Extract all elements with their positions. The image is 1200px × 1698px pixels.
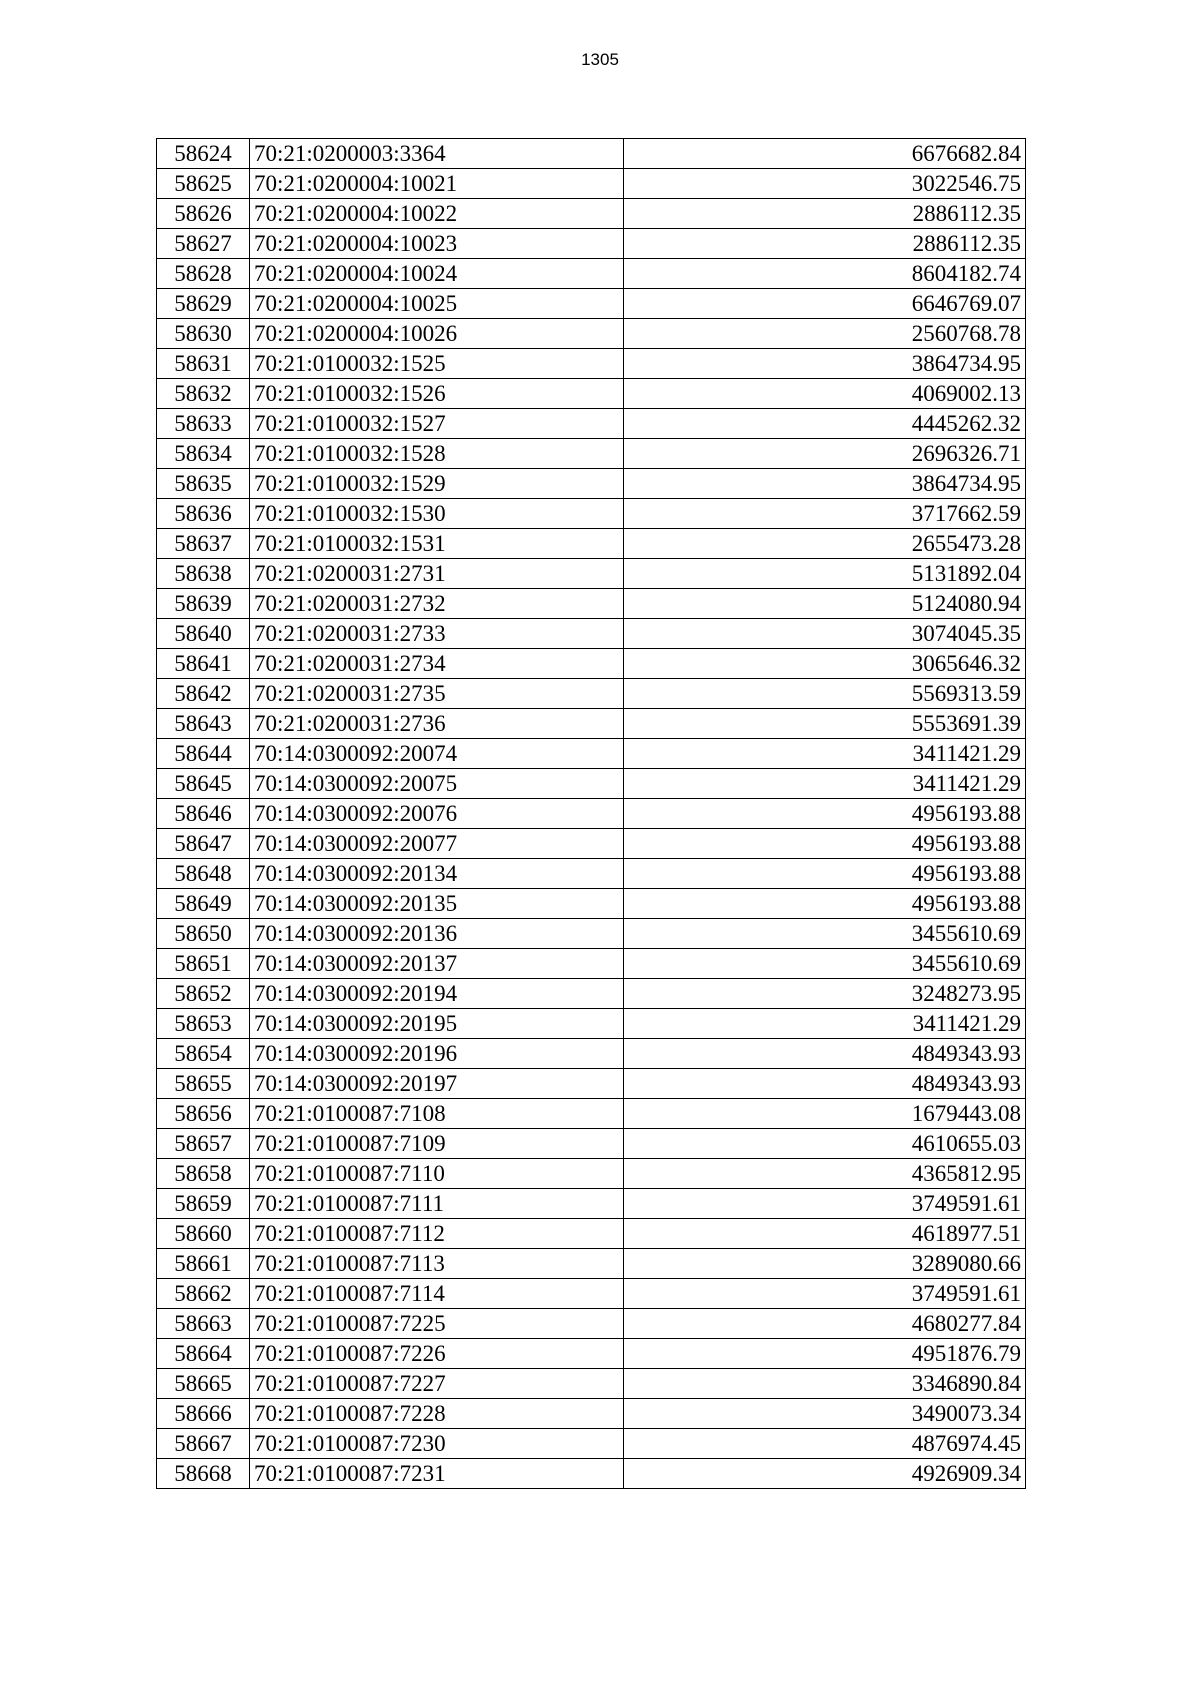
cadastral-value-cell: 3749591.61 — [624, 1189, 1026, 1219]
table-body — [157, 139, 1026, 1489]
row-number-cell: 58640 — [157, 619, 250, 649]
table-row — [157, 169, 1026, 199]
table-row — [157, 379, 1026, 409]
table-row — [157, 1069, 1026, 1099]
cadastral-number-cell: 70:21:0200031:2736 — [250, 709, 624, 739]
row-number-cell: 58646 — [157, 799, 250, 829]
cadastral-number-cell: 70:14:0300092:20135 — [250, 889, 624, 919]
table-row — [157, 1339, 1026, 1369]
cadastral-value-cell: 4849343.93 — [624, 1069, 1026, 1099]
cadastral-value-cell: 2886112.35 — [624, 199, 1026, 229]
table-row — [157, 499, 1026, 529]
row-number-cell: 58650 — [157, 919, 250, 949]
table-row — [157, 289, 1026, 319]
cadastral-value-cell: 3065646.32 — [624, 649, 1026, 679]
cadastral-number-cell: 70:21:0200004:10023 — [250, 229, 624, 259]
cadastral-value-cell: 6676682.84 — [624, 139, 1026, 169]
cadastral-value-cell: 3717662.59 — [624, 499, 1026, 529]
cadastral-value-cell: 5131892.04 — [624, 559, 1026, 589]
row-number-cell: 58628 — [157, 259, 250, 289]
cadastral-number-cell: 70:14:0300092:20195 — [250, 1009, 624, 1039]
row-number-cell: 58664 — [157, 1339, 250, 1369]
row-number-cell: 58641 — [157, 649, 250, 679]
cadastral-number-cell: 70:21:0100087:7225 — [250, 1309, 624, 1339]
row-number-cell: 58647 — [157, 829, 250, 859]
row-number-cell: 58663 — [157, 1309, 250, 1339]
cadastral-value-table — [156, 138, 1026, 1489]
table-row — [157, 1429, 1026, 1459]
row-number-cell: 58627 — [157, 229, 250, 259]
row-number-cell: 58631 — [157, 349, 250, 379]
table-row — [157, 1219, 1026, 1249]
row-number-cell: 58659 — [157, 1189, 250, 1219]
row-number-cell: 58658 — [157, 1159, 250, 1189]
cadastral-number-cell: 70:14:0300092:20197 — [250, 1069, 624, 1099]
cadastral-number-cell: 70:21:0200004:10025 — [250, 289, 624, 319]
table-row — [157, 229, 1026, 259]
cadastral-number-cell: 70:21:0100032:1531 — [250, 529, 624, 559]
cadastral-number-cell: 70:21:0100087:7109 — [250, 1129, 624, 1159]
row-number-cell: 58626 — [157, 199, 250, 229]
cadastral-value-cell: 4956193.88 — [624, 829, 1026, 859]
cadastral-number-cell: 70:21:0200004:10022 — [250, 199, 624, 229]
row-number-cell: 58634 — [157, 439, 250, 469]
cadastral-value-cell: 3490073.34 — [624, 1399, 1026, 1429]
cadastral-value-cell: 3411421.29 — [624, 1009, 1026, 1039]
cadastral-value-cell: 3248273.95 — [624, 979, 1026, 1009]
table-row — [157, 559, 1026, 589]
table-row — [157, 319, 1026, 349]
cadastral-value-cell: 4445262.32 — [624, 409, 1026, 439]
cadastral-value-cell: 3411421.29 — [624, 769, 1026, 799]
cadastral-number-cell: 70:14:0300092:20074 — [250, 739, 624, 769]
cadastral-value-cell: 4069002.13 — [624, 379, 1026, 409]
cadastral-value-cell: 4680277.84 — [624, 1309, 1026, 1339]
table-row — [157, 679, 1026, 709]
table-row — [157, 1099, 1026, 1129]
cadastral-value-cell: 3346890.84 — [624, 1369, 1026, 1399]
cadastral-value-cell: 2560768.78 — [624, 319, 1026, 349]
row-number-cell: 58624 — [157, 139, 250, 169]
cadastral-value-cell: 5553691.39 — [624, 709, 1026, 739]
cadastral-number-cell: 70:14:0300092:20076 — [250, 799, 624, 829]
table-row — [157, 889, 1026, 919]
cadastral-value-cell: 3022546.75 — [624, 169, 1026, 199]
row-number-cell: 58668 — [157, 1459, 250, 1489]
table-row — [157, 139, 1026, 169]
row-number-cell: 58649 — [157, 889, 250, 919]
cadastral-number-cell: 70:21:0100087:7227 — [250, 1369, 624, 1399]
table-row — [157, 1309, 1026, 1339]
cadastral-number-cell: 70:21:0100087:7228 — [250, 1399, 624, 1429]
cadastral-number-cell: 70:21:0200004:10021 — [250, 169, 624, 199]
cadastral-value-cell: 4365812.95 — [624, 1159, 1026, 1189]
cadastral-number-cell: 70:21:0100032:1526 — [250, 379, 624, 409]
row-number-cell: 58637 — [157, 529, 250, 559]
row-number-cell: 58657 — [157, 1129, 250, 1159]
row-number-cell: 58636 — [157, 499, 250, 529]
table-row — [157, 1189, 1026, 1219]
row-number-cell: 58648 — [157, 859, 250, 889]
table-row — [157, 259, 1026, 289]
row-number-cell: 58642 — [157, 679, 250, 709]
table-row — [157, 199, 1026, 229]
row-number-cell: 58633 — [157, 409, 250, 439]
row-number-cell: 58653 — [157, 1009, 250, 1039]
row-number-cell: 58654 — [157, 1039, 250, 1069]
cadastral-number-cell: 70:21:0200031:2733 — [250, 619, 624, 649]
table-row — [157, 1459, 1026, 1489]
cadastral-number-cell: 70:14:0300092:20077 — [250, 829, 624, 859]
row-number-cell: 58666 — [157, 1399, 250, 1429]
cadastral-value-cell: 4956193.88 — [624, 889, 1026, 919]
cadastral-value-cell: 3455610.69 — [624, 949, 1026, 979]
row-number-cell: 58652 — [157, 979, 250, 1009]
table-row — [157, 829, 1026, 859]
cadastral-value-cell: 3411421.29 — [624, 739, 1026, 769]
cadastral-value-cell: 4956193.88 — [624, 799, 1026, 829]
row-number-cell: 58644 — [157, 739, 250, 769]
row-number-cell: 58639 — [157, 589, 250, 619]
cadastral-value-cell: 4610655.03 — [624, 1129, 1026, 1159]
cadastral-number-cell: 70:21:0200031:2734 — [250, 649, 624, 679]
cadastral-number-cell: 70:21:0200004:10026 — [250, 319, 624, 349]
table-row — [157, 1129, 1026, 1159]
cadastral-number-cell: 70:14:0300092:20075 — [250, 769, 624, 799]
table-row — [157, 979, 1026, 1009]
row-number-cell: 58632 — [157, 379, 250, 409]
table-row — [157, 1039, 1026, 1069]
cadastral-value-cell: 1679443.08 — [624, 1099, 1026, 1129]
cadastral-number-cell: 70:14:0300092:20137 — [250, 949, 624, 979]
row-number-cell: 58660 — [157, 1219, 250, 1249]
table-row — [157, 529, 1026, 559]
cadastral-value-cell: 5124080.94 — [624, 589, 1026, 619]
cadastral-value-cell: 2655473.28 — [624, 529, 1026, 559]
row-number-cell: 58643 — [157, 709, 250, 739]
cadastral-number-cell: 70:14:0300092:20136 — [250, 919, 624, 949]
table-row — [157, 589, 1026, 619]
row-number-cell: 58662 — [157, 1279, 250, 1309]
cadastral-number-cell: 70:21:0200031:2735 — [250, 679, 624, 709]
cadastral-value-cell: 4951876.79 — [624, 1339, 1026, 1369]
cadastral-value-cell: 3455610.69 — [624, 919, 1026, 949]
row-number-cell: 58665 — [157, 1369, 250, 1399]
table-row — [157, 469, 1026, 499]
cadastral-value-cell: 3749591.61 — [624, 1279, 1026, 1309]
table-row — [157, 1369, 1026, 1399]
table-row — [157, 919, 1026, 949]
cadastral-value-cell: 3864734.95 — [624, 349, 1026, 379]
cadastral-value-cell: 3289080.66 — [624, 1249, 1026, 1279]
table-row — [157, 1399, 1026, 1429]
cadastral-number-cell: 70:21:0100087:7112 — [250, 1219, 624, 1249]
table-row — [157, 1249, 1026, 1279]
table-row — [157, 649, 1026, 679]
cadastral-number-cell: 70:21:0100032:1527 — [250, 409, 624, 439]
page-number: 1305 — [581, 50, 619, 69]
cadastral-number-cell: 70:21:0100032:1525 — [250, 349, 624, 379]
cadastral-value-cell: 4926909.34 — [624, 1459, 1026, 1489]
row-number-cell: 58645 — [157, 769, 250, 799]
cadastral-number-cell: 70:14:0300092:20134 — [250, 859, 624, 889]
row-number-cell: 58656 — [157, 1099, 250, 1129]
table-row — [157, 619, 1026, 649]
cadastral-number-cell: 70:21:0100032:1529 — [250, 469, 624, 499]
row-number-cell: 58630 — [157, 319, 250, 349]
cadastral-value-cell: 6646769.07 — [624, 289, 1026, 319]
row-number-cell: 58667 — [157, 1429, 250, 1459]
cadastral-number-cell: 70:21:0200004:10024 — [250, 259, 624, 289]
table-row — [157, 1279, 1026, 1309]
cadastral-number-cell: 70:21:0200031:2731 — [250, 559, 624, 589]
table-row — [157, 1009, 1026, 1039]
cadastral-number-cell: 70:14:0300092:20196 — [250, 1039, 624, 1069]
cadastral-value-cell: 2886112.35 — [624, 229, 1026, 259]
cadastral-number-cell: 70:21:0200003:3364 — [250, 139, 624, 169]
row-number-cell: 58625 — [157, 169, 250, 199]
table-row — [157, 949, 1026, 979]
table-row — [157, 709, 1026, 739]
cadastral-number-cell: 70:21:0100087:7111 — [250, 1189, 624, 1219]
row-number-cell: 58661 — [157, 1249, 250, 1279]
cadastral-value-cell: 4876974.45 — [624, 1429, 1026, 1459]
cadastral-value-cell: 4849343.93 — [624, 1039, 1026, 1069]
table-row — [157, 439, 1026, 469]
table-row — [157, 739, 1026, 769]
cadastral-number-cell: 70:21:0100087:7231 — [250, 1459, 624, 1489]
table-row — [157, 409, 1026, 439]
row-number-cell: 58638 — [157, 559, 250, 589]
row-number-cell: 58629 — [157, 289, 250, 319]
cadastral-number-cell: 70:21:0100087:7113 — [250, 1249, 624, 1279]
row-number-cell: 58651 — [157, 949, 250, 979]
cadastral-number-cell: 70:21:0100087:7114 — [250, 1279, 624, 1309]
cadastral-number-cell: 70:21:0100087:7226 — [250, 1339, 624, 1369]
table-row — [157, 769, 1026, 799]
cadastral-number-cell: 70:14:0300092:20194 — [250, 979, 624, 1009]
cadastral-number-cell: 70:21:0100087:7230 — [250, 1429, 624, 1459]
cadastral-value-cell: 2696326.71 — [624, 439, 1026, 469]
cadastral-number-cell: 70:21:0200031:2732 — [250, 589, 624, 619]
cadastral-value-cell: 5569313.59 — [624, 679, 1026, 709]
table-row — [157, 799, 1026, 829]
cadastral-value-cell: 3864734.95 — [624, 469, 1026, 499]
cadastral-number-cell: 70:21:0100032:1530 — [250, 499, 624, 529]
cadastral-number-cell: 70:21:0100087:7108 — [250, 1099, 624, 1129]
cadastral-value-cell: 4956193.88 — [624, 859, 1026, 889]
cadastral-number-cell: 70:21:0100087:7110 — [250, 1159, 624, 1189]
cadastral-value-cell: 3074045.35 — [624, 619, 1026, 649]
row-number-cell: 58635 — [157, 469, 250, 499]
cadastral-value-cell: 4618977.51 — [624, 1219, 1026, 1249]
table-row — [157, 859, 1026, 889]
table-row — [157, 1159, 1026, 1189]
table-row — [157, 349, 1026, 379]
row-number-cell: 58655 — [157, 1069, 250, 1099]
cadastral-value-cell: 8604182.74 — [624, 259, 1026, 289]
cadastral-number-cell: 70:21:0100032:1528 — [250, 439, 624, 469]
